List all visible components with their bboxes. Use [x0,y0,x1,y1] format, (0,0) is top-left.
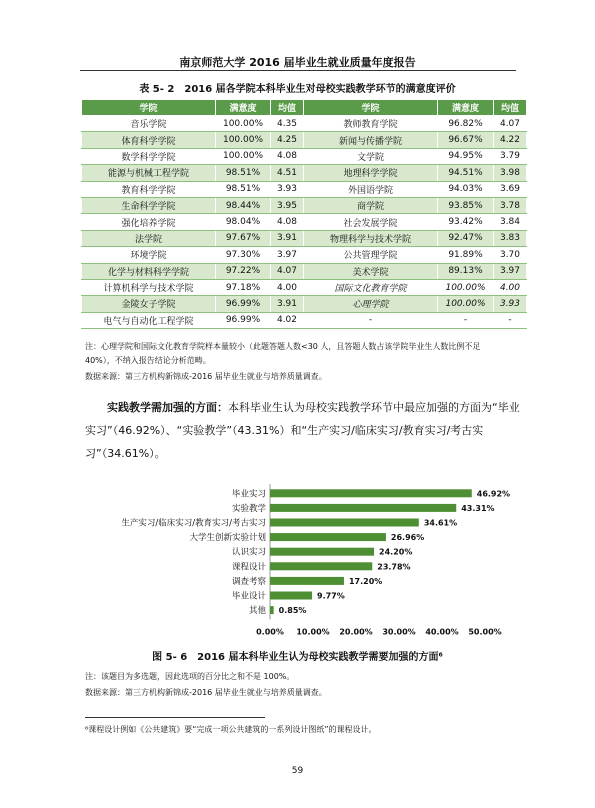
table-cell: 98.51% [216,181,271,197]
bar [270,519,419,527]
table-row [82,279,527,295]
table-cell: 3.79 [494,148,527,164]
category-label: 调查考察 [231,576,266,587]
page-header: 南京师范大学 2016 届毕业生就业质量年度报告 [179,56,416,69]
table-cell: 公共管理学院 [304,247,438,263]
bar [270,548,374,556]
category-label: 认识实习 [231,547,266,558]
column-header: 均值 [494,100,527,116]
x-tick-label: 20.00% [339,627,373,637]
table-row [82,214,527,230]
column-header: 学院 [82,100,216,116]
table-cell: 4.02 [271,312,304,328]
category-label: 生产实习/临床实习/教育实习/考古实习 [121,518,266,529]
table-cell: 96.82% [438,116,494,132]
table-row [82,197,527,213]
bar [270,577,344,585]
table-cell: 体育科学学院 [82,132,216,148]
table-cell: 94.95% [438,148,494,164]
data-label: 43.31% [461,503,495,513]
table-cell: 音乐学院 [82,116,216,132]
table-row [82,312,527,328]
table-cell: 外国语学院 [304,181,438,197]
table-cell: 新闻与传播学院 [304,132,438,148]
table-title: 表 5- 2 2016 届各学院本科毕业生对母校实践教学环节的满意度评价 [139,84,456,95]
table-cell: - [304,312,438,328]
table-cell: 4.22 [494,132,527,148]
table-cell: 3.78 [494,197,527,213]
table-cell: 4.08 [271,148,304,164]
table-cell: 美术学院 [304,263,438,279]
data-label: 9.77% [317,591,345,601]
table-row [82,181,527,197]
table-cell: 文学院 [304,148,438,164]
column-header: 满意度 [216,100,271,116]
table-cell: 金陵女子学院 [82,296,216,312]
table-row [82,230,527,246]
table-cell: 4.07 [494,116,527,132]
x-tick-label: 10.00% [296,627,330,637]
table-cell: 地理科学学院 [304,165,438,181]
data-label: 23.78% [377,562,411,572]
table-cell: 89.13% [438,263,494,279]
data-label: 34.61% [423,518,458,528]
table-cell: 3.97 [494,263,527,279]
table-cell: 3.93 [494,296,527,312]
bar [270,504,456,512]
table-cell: 97.22% [216,263,271,279]
category-label: 毕业实习 [231,489,266,500]
table-cell: 98.51% [216,165,271,181]
table-cell: 计算机科学与技术学院 [82,279,216,295]
paragraph-body: 本科毕业生认为母校实践教学环节中最应加强的方面为“毕业实习”（46.92%）、“实验教学”（43.31%）和“生产实习/临床实习/教育实习/考古实习”（34.61%）。 [85,401,520,460]
table-cell: 4.07 [271,263,304,279]
category-label: 实验教学 [231,503,266,514]
table-row [82,148,527,164]
bar [270,562,372,570]
table-cell: 100.00% [216,132,271,148]
table-cell: 97.30% [216,247,271,263]
table-cell: 3.98 [494,165,527,181]
table-cell: 3.84 [494,214,527,230]
table-row [82,296,527,312]
data-label: 46.92% [476,489,510,499]
footnote: ⁶课程设计例如《公共建筑》要“完成一项公共建筑的一系列设计图纸”的课程设计。 [85,725,377,734]
data-label: 17.20% [348,576,383,586]
category-label: 课程设计 [231,562,266,573]
table-cell: 4.25 [271,132,304,148]
table-row [82,247,527,263]
table-cell: 97.18% [216,279,271,295]
table-cell: 3.83 [494,230,527,246]
table-cell: 94.51% [438,165,494,181]
table-cell: 3.91 [271,296,304,312]
satisfaction-table [81,99,527,329]
footnote-rule [85,717,265,718]
table-cell: 能源与机械工程学院 [82,165,216,181]
table-cell: 3.97 [271,247,304,263]
table-cell: 数学科学学院 [82,148,216,164]
x-tick-label: 40.00% [425,627,459,637]
table-cell: 教师教育学院 [304,116,438,132]
table-row [82,132,527,148]
table-cell: 91.89% [438,247,494,263]
table-cell: 100.00% [216,116,271,132]
table-cell: 社会发展学院 [304,214,438,230]
page-number: 59 [291,766,304,776]
table-cell: 96.99% [216,296,271,312]
table-cell: 4.35 [271,116,304,132]
bar [270,606,274,614]
table-cell: 100.00% [216,148,271,164]
table-cell: - [494,312,527,328]
table-cell: 电气与自动化工程学院 [82,312,216,328]
table-cell: 商学院 [304,197,438,213]
table-cell: 3.95 [271,197,304,213]
table-cell: 环境学院 [82,247,216,263]
table-cell: 96.99% [216,312,271,328]
table-cell: 97.67% [216,230,271,246]
table-cell: 强化培养学院 [82,214,216,230]
figure-note: 注：该题目为多选题，因此选项的百分比之和不是 100%。 [85,672,295,681]
category-label: 大学生创新实验计划 [189,533,266,544]
x-tick-label: 0.00% [256,627,284,637]
table-row [82,263,527,279]
table-cell: 物理科学与技术学院 [304,230,438,246]
table-cell: 化学与材料科学学院 [82,263,216,279]
figure-source: 数据来源：第三方机构新锦成-2016 届毕业生就业与培养质量调查。 [85,688,327,697]
column-header: 均值 [271,100,304,116]
bar [270,533,386,541]
table-cell: 4.08 [271,214,304,230]
header-rule [80,70,516,71]
table-cell: 国际文化教育学院 [304,279,438,295]
column-header: 学院 [304,100,438,116]
table-cell: 94.03% [438,181,494,197]
table-cell: 93.85% [438,197,494,213]
category-label: 毕业设计 [231,591,266,602]
table-cell: 93.42% [438,214,494,230]
figure-title: 图 5- 6 2016 届本科毕业生认为母校实践教学需要加强的方面⁶ [152,652,443,663]
paragraph-lead: 实践教学需加强的方面： [107,401,228,414]
table-cell: 3.93 [271,181,304,197]
table-cell: 3.91 [271,230,304,246]
table-cell: 3.69 [494,181,527,197]
table-cell: 教育科学学院 [82,181,216,197]
data-label: 24.20% [379,547,413,557]
body-paragraph [85,396,525,465]
table-note-line1: 注：心理学院和国际文化教育学院样本量较小（此题答题人数<30 人，且答题人数占该学院毕业生人数比例不足 [85,342,481,351]
table-cell: 96.67% [438,132,494,148]
table-source: 数据来源：第三方机构新锦成-2016 届毕业生就业与培养质量调查。 [85,372,327,381]
table-cell: 92.47% [438,230,494,246]
category-label: 其他 [248,606,266,617]
table-cell: 3.70 [494,247,527,263]
bar-chart [90,478,510,638]
table-row [82,165,527,181]
x-tick-label: 50.00% [468,627,502,637]
table-cell: 4.51 [271,165,304,181]
table-cell: 心理学院 [304,296,438,312]
table-cell: 4.00 [271,279,304,295]
table-cell: 生命科学学院 [82,197,216,213]
x-tick-label: 30.00% [382,627,416,637]
table-cell: 100.00% [438,296,494,312]
data-label: 26.96% [390,533,425,543]
table-cell: 100.00% [438,279,494,295]
table-cell: 98.04% [216,214,271,230]
table-cell: 法学院 [82,230,216,246]
table-header-row [82,100,527,116]
table-note-line2: 40%），不纳入报告结论分析范畴。 [85,356,211,365]
data-label: 0.85% [278,606,307,616]
bar [270,592,312,600]
table-cell: 98.44% [216,197,271,213]
table-row [82,116,527,132]
bar [270,489,472,497]
column-header: 满意度 [438,100,494,116]
table-cell: 4.00 [494,279,527,295]
table-cell: - [438,312,494,328]
